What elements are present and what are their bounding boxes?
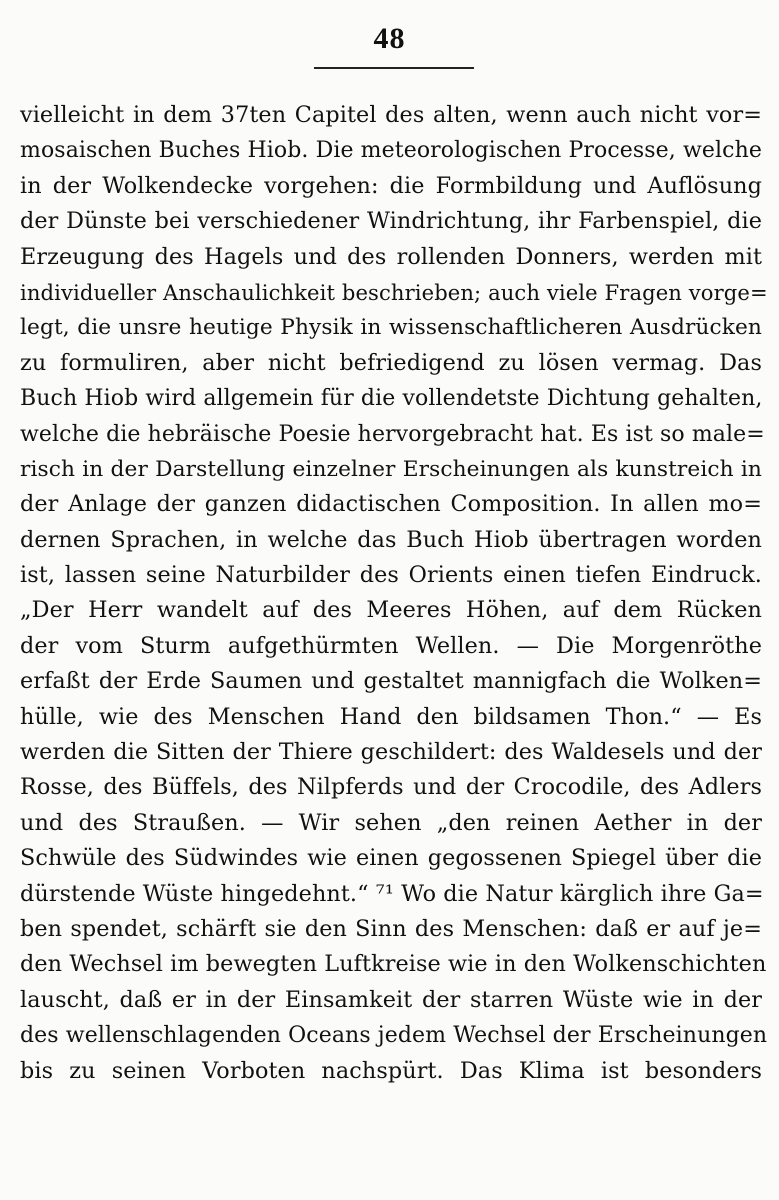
text-line: welche die hebräische Poesie hervorgebracht hat. Es ist so male= bbox=[20, 421, 765, 447]
text-line: individueller Anschaulichkeit beschrieben; auch viele Fragen vorge= bbox=[20, 279, 768, 305]
text-line: „Der Herr wandelt auf des Meeres Höhen, auf dem Rücken bbox=[20, 597, 762, 624]
text-line: der vom Sturm aufgethürmten Wellen. — Die Morgenröthe bbox=[20, 632, 762, 659]
text-line: Schwüle des Südwindes wie einen gegossenen Spiegel über die bbox=[20, 845, 762, 872]
text-line: der Anlage der ganzen didactischen Composition. In allen mo= bbox=[20, 491, 762, 518]
text-line: und des Straußen. — Wir sehen „den reinen Aether in der bbox=[20, 809, 762, 836]
header-rule bbox=[314, 67, 474, 69]
text-line: in der Wolkendecke vorgehen: die Formbildung und Auflösung bbox=[20, 172, 762, 199]
text-line: mosaischen Buches Hiob. Die meteorologischen Processe, welche bbox=[20, 138, 762, 164]
text-line: des wellenschlagenden Oceans jedem Wechsel der Erscheinungen bbox=[20, 1023, 768, 1049]
text-line: dürstende Wüste hingedehnt.“ ⁷¹ Wo die Natur kärglich ihre Ga= bbox=[20, 880, 764, 907]
text-line: vielleicht in dem 37ten Capitel des alten, wenn auch nicht vor= bbox=[20, 102, 762, 128]
text-line: dernen Sprachen, in welche das Buch Hiob übertragen worden bbox=[20, 526, 762, 553]
text-line: ben spendet, schärft sie den Sinn des Menschen: daß er auf je= bbox=[20, 915, 762, 942]
text-line: ist, lassen seine Naturbilder des Orients einen tiefen Eindruck. bbox=[20, 562, 762, 589]
body-text bbox=[20, 98, 768, 1089]
text-line: den Wechsel im bewegten Luftkreise wie in den Wolkenschichten bbox=[20, 951, 767, 978]
page-number: 48 bbox=[373, 22, 406, 55]
text-line: lauscht, daß er in der Einsamkeit der starren Wüste wie in der bbox=[20, 986, 762, 1013]
text-line: Buch Hiob wird allgemein für die vollendetste Dichtung gehalten, bbox=[20, 386, 763, 412]
text-line: erfaßt der Erde Saumen und gestaltet mannigfach die Wolken= bbox=[20, 668, 762, 695]
text-line: der Dünste bei verschiedener Windrichtung, ihr Farbenspiel, die bbox=[20, 208, 762, 235]
text-line: risch in der Darstellung einzelner Erscheinungen als kunstreich in bbox=[20, 456, 762, 482]
text-line: Rosse, des Büffels, des Nilpferds und der Crocodile, des Adlers bbox=[20, 774, 762, 801]
text-line: Erzeugung des Hagels und des rollenden Donners, werden mit bbox=[20, 243, 762, 270]
text-line: legt, die unsre heutige Physik in wissenschaftlicheren Ausdrücken bbox=[20, 315, 762, 341]
text-line: bis zu seinen Vorboten nachspürt. Das Klima ist besonders bbox=[20, 1057, 762, 1084]
text-line: werden die Sitten der Thiere geschildert: des Waldesels und der bbox=[20, 739, 762, 766]
text-line: zu formuliren, aber nicht befriedigend zu lösen vermag. Das bbox=[20, 349, 762, 376]
text-line: hülle, wie des Menschen Hand den bildsamen Thon.“ — Es bbox=[20, 703, 762, 730]
